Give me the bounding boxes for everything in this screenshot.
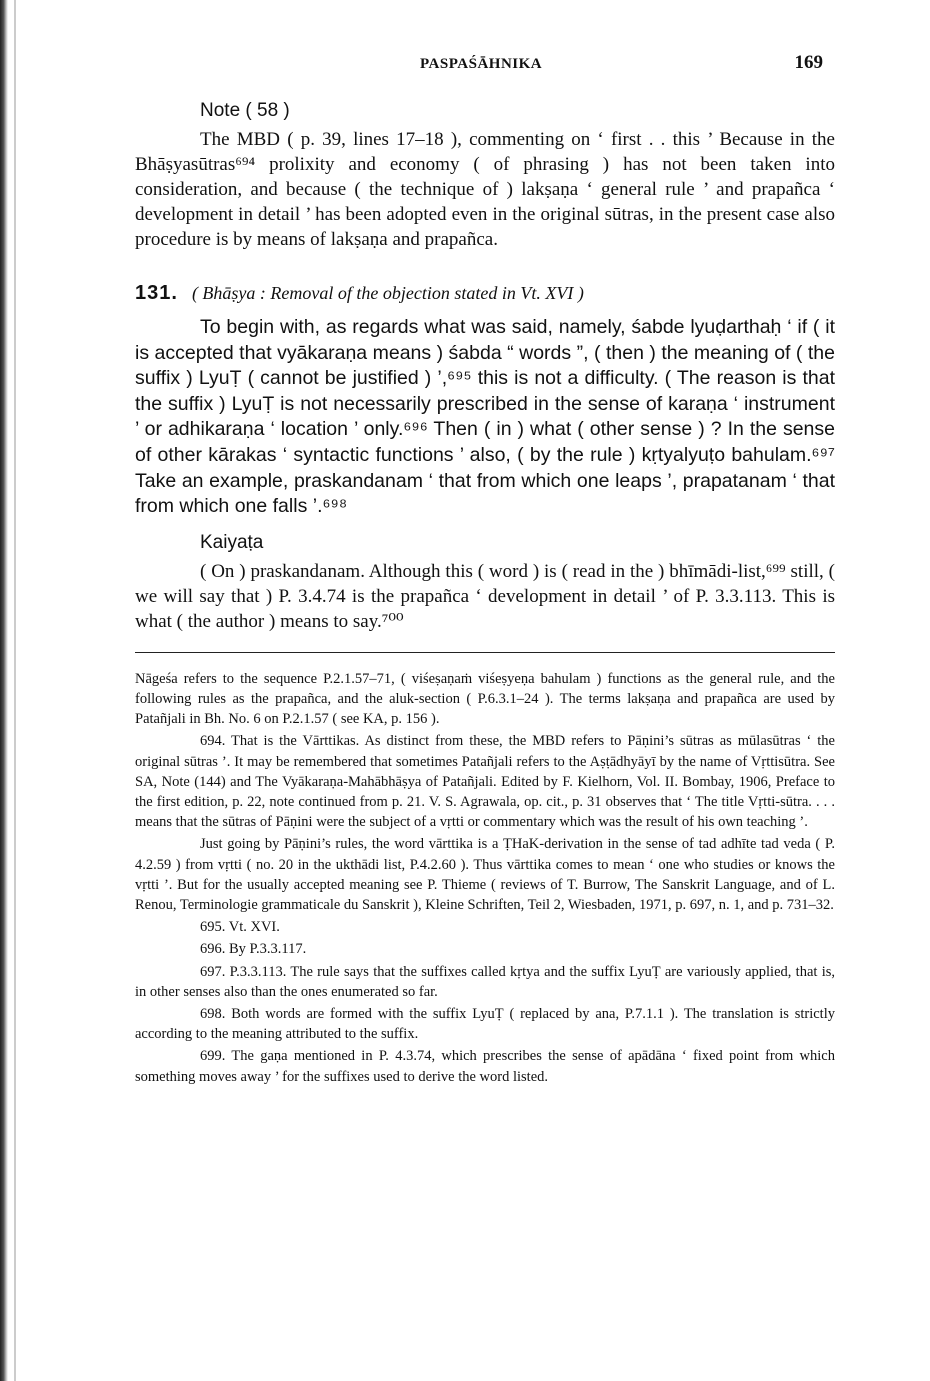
kaiyata-heading: Kaiyaṭa xyxy=(200,531,264,553)
footnotes xyxy=(135,669,835,1087)
footnote-divider xyxy=(135,652,835,653)
running-head: PASPAŚĀHNIKA xyxy=(420,56,543,72)
section-heading xyxy=(135,282,835,305)
book-spine-shadow xyxy=(0,0,8,1381)
note-paragraph: The MBD ( p. 39, lines 17–18 ), commenting on ‘ first . . this ’ Because in the Bhāṣyasūtras⁶⁹⁴ prolixity and economy ( of phrasing ) has not been taken into consideration, and because ( the technique of ) lakṣaṇa ‘ general rule ’ and prapañca ‘ development in detail ’ has been adopted even in the original sūtras, in the present case also procedure is by means of lakṣaṇa and prapañca. xyxy=(135,129,835,250)
footnote-697: 697. P.3.3.113. The rule says that the suffixes called kṛtya and the suffix LyuṬ are variously applied, that is, in other senses also than the ones enumerated so far. xyxy=(135,963,835,1000)
kaiyata-paragraph: ( On ) praskandanam. Although this ( word ) is ( read in the ) bhīmādi-list,⁶⁹⁹ still, ( we will say that ) P. 3.4.74 is the prapañca ‘ development in detail ’ of P. 3.3.113. This is what ( the author ) means to say.⁷⁰⁰ xyxy=(135,560,835,632)
page-header xyxy=(135,52,835,82)
footnote-695: 695. Vt. XVI. xyxy=(200,919,280,936)
bhasya-translation: To begin with, as regards what was said, namely, śabde lyuḍarthaḥ ‘ if ( it is accepted that vyākaraṇa means ) śabda “ words ”, ( then ) the meaning of ( the suffix ) LyuṬ ( cannot be justified ) ’,⁶⁹⁵ this is not a difficulty. ( The reason is that the suffix ) LyuṬ is not necessarily prescribed in the sense of karaṇa ‘ instrument ’ or adhikaraṇa ‘ location ’ only.⁶⁹⁶ Then ( in ) what ( other sense ) ? In the sense of other kārakas ‘ syntactic functions ’ also, ( by the rule ) kṛtyalyuṭo bahulam.⁶⁹⁷ Take an example, praskandanam ‘ that from which one leaps ’, prapatanam ‘ that from which one falls ’.⁶⁹⁸ xyxy=(135,316,835,518)
footnote-continuation: Nāgeśa refers to the sequence P.2.1.57–71, ( viśeṣaṇaṁ viśeṣyeṇa bahulam ) functions as the general rule, and the following rules as the prapañca, and the aluk-section ( P.6.3.1–24 ). The terms lakṣaṇa and prapañca are used by Patañjali in Bh. No. 6 on P.2.1.57 ( see KA, p. 156 ). xyxy=(135,670,835,728)
section-title: ( Bhāṣya : Removal of the objection stated in Vt. XVI ) xyxy=(191,283,584,303)
book-page xyxy=(135,52,835,1087)
footnote-694: 694. That is the Vārttikas. As distinct from these, the MBD refers to Pāṇini’s sūtras as mūlasūtras ‘ the original sūtras ’. It may be remembered that sometimes Patañjali refers to the Aṣṭādhyāyī by the name of Vṛttisūtra. See SA, Note (144) and The Vyākaraṇa-Mahābhāṣya of Patañjali. Edited by F. Kielhorn, Vol. II. Bombay, 1906, Preface to the first edition, p. 22, note continued from p. 21. V. S. Agrawala, op. cit., p. 31 observes that ‘ The title Vṛtti-sūtra. . . . means that the sūtras of Pāṇini were the subject of a vṛtti or commentary which was the result of his own teaching ’. xyxy=(135,733,835,831)
footnote-698: 698. Both words are formed with the suffix LyuṬ ( replaced by ana, P.7.1.1 ). The translation is strictly according to the meaning attributed to the suffix. xyxy=(135,1006,835,1043)
section-number: 131. xyxy=(135,282,178,304)
book-spine-edge xyxy=(14,0,16,1381)
page-number: 169 xyxy=(794,52,823,73)
footnote-696: 696. By P.3.3.117. xyxy=(200,941,307,958)
footnote-694-continued: Just going by Pāṇini’s rules, the word vārttika is a ṬHaK-derivation in the sense of tad adhīte tad veda ( P. 4.2.59 ) from vṛtti ( no. 20 in the ukthādi list, P.4.2.60 ). Thus vārttika comes to mean ‘ one who studies or knows the vṛtti ’. But for the usually accepted meaning see P. Thieme ( reviews of T. Burrow, The Sanskrit Language, and of L. Renou, Terminologie grammaticale du Sanskrit ), Kleine Schriften, Teil 2, Wiesbaden, 1971, p. 697, n. 1, and p. 731–32. xyxy=(135,836,835,913)
note-heading: Note ( 58 ) xyxy=(200,100,290,121)
footnote-699: 699. The gaṇa mentioned in P. 4.3.74, which prescribes the sense of apādāna ‘ fixed point from which something moves away ’ for the suffixes used to derive the word listed. xyxy=(135,1048,835,1085)
